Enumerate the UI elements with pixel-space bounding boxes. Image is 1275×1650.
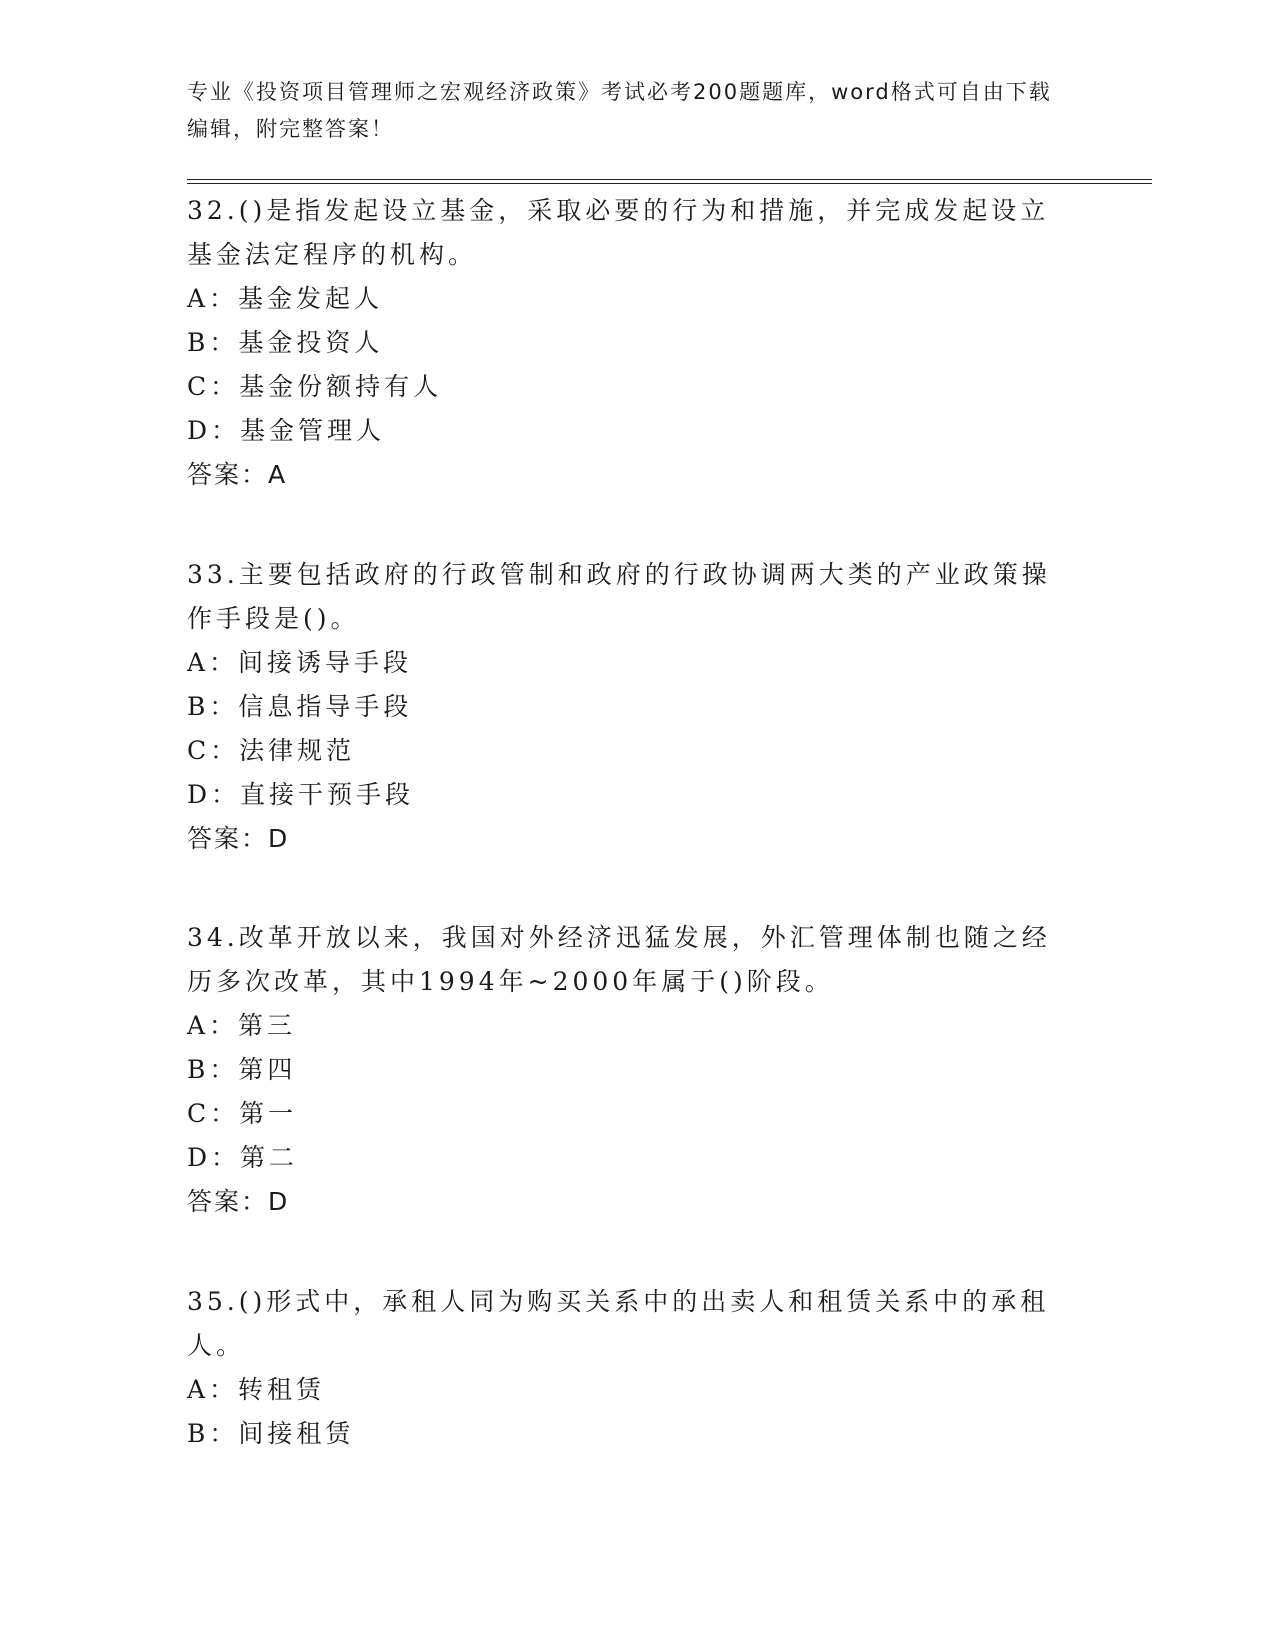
option-c: C：第一: [187, 1099, 298, 1128]
question-stem: 34.改革开放以来，我国对外经济迅猛发展，外汇管理体制也随之经历多次改革，其中1994年~2000年属于()阶段。: [187, 923, 1051, 996]
question-34: [187, 916, 1067, 1224]
option-b: B：基金投资人: [187, 328, 384, 357]
option-c: C：法律规范: [187, 736, 356, 765]
option-b: B：信息指导手段: [187, 692, 413, 721]
question-stem: 35.()形式中，承租人同为购买关系中的出卖人和租赁关系中的承租人。: [187, 1287, 1050, 1360]
document-page: [187, 0, 1087, 1650]
question-35: [187, 1280, 1067, 1456]
option-c: C：基金份额持有人: [187, 372, 443, 401]
header-rule-top: [187, 179, 1152, 180]
answer: 答案：A: [187, 460, 288, 489]
question-33: [187, 553, 1067, 861]
question-32: [187, 189, 1067, 497]
option-a: A：间接诱导手段: [187, 648, 413, 677]
option-d: D：基金管理人: [187, 416, 386, 445]
option-a: A：转租赁: [187, 1375, 326, 1404]
option-a: A：第三: [187, 1011, 297, 1040]
option-d: D：第二: [187, 1143, 299, 1172]
question-stem: 33.主要包括政府的行政管制和政府的行政协调两大类的产业政策操作手段是()。: [187, 560, 1051, 633]
option-a: A：基金发起人: [187, 284, 384, 313]
option-b: B：第四: [187, 1055, 297, 1084]
option-b: B：间接租赁: [187, 1419, 355, 1448]
header-rule-bottom: [187, 183, 1152, 184]
option-d: D：直接干预手段: [187, 780, 415, 809]
answer: 答案：D: [187, 824, 290, 853]
document-header: 专业《投资项目管理师之宏观经济政策》考试必考200题题库，word格式可自由下载编辑，附完整答案！: [187, 80, 1052, 141]
question-stem: 32.()是指发起设立基金，采取必要的行为和措施，并完成发起设立基金法定程序的机构。: [187, 196, 1050, 269]
answer: 答案：D: [187, 1187, 290, 1216]
